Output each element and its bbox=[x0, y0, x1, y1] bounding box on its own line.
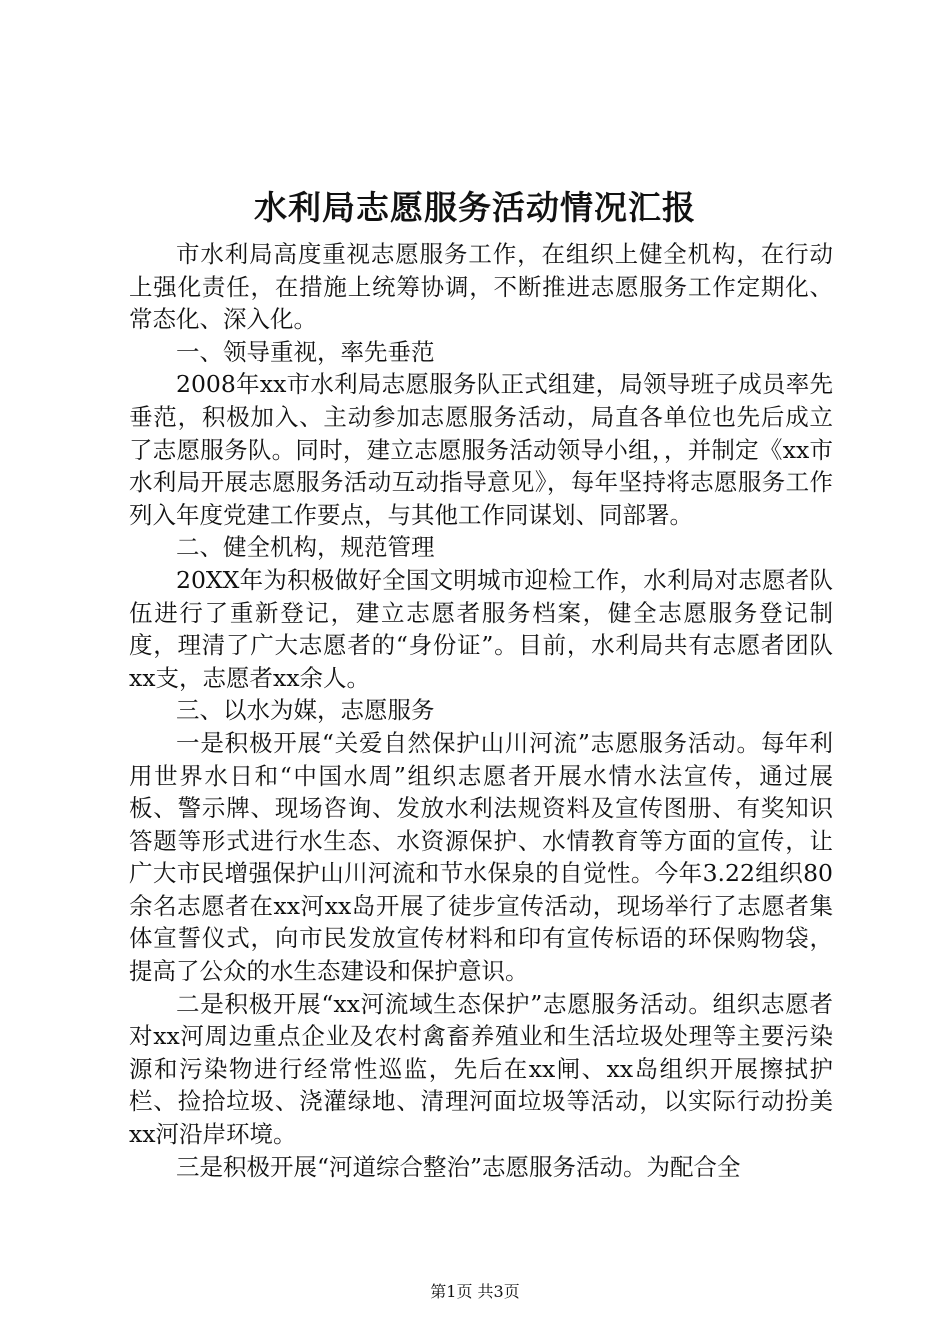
page-number-footer: 第1页 共3页 bbox=[430, 1282, 520, 1301]
document-body bbox=[129, 238, 833, 1183]
section-heading-1: 一、领导重视，率先垂范 bbox=[176, 337, 435, 366]
paragraph-intro: 市水利局高度重视志愿服务工作，在组织上健全机构，在行动上强化责任，在措施上统筹协调，不断推进志愿服务工作定期化、常态化、深入化。 bbox=[129, 240, 833, 334]
paragraph-section-1: 2008年xx市水利局志愿服务队正式组建，局领导班子成员率先垂范，积极加入、主动参加志愿服务活动，局直各单位也先后成立了志愿服务队。同时，建立志愿服务活动领导小组，，并制定《xx市水利局开展志愿服务活动互动指导意见》，每年坚持将志愿服务工作列入年度党建工作要点，与其他工作同谋划、同部署。 bbox=[129, 370, 833, 529]
paragraph-activity-3: 三是积极开展“河道综合整治”志愿服务活动。为配合全 bbox=[176, 1152, 741, 1181]
section-heading-2: 二、健全机构，规范管理 bbox=[176, 533, 435, 562]
paragraph-section-2: 20XX年为积极做好全国文明城市迎检工作，水利局对志愿者队伍进行了重新登记，建立志愿者服务档案，健全志愿服务登记制度，理清了广大志愿者的“身份证”。目前，水利局共有志愿者团队xx支，志愿者xx余人。 bbox=[129, 565, 833, 692]
paragraph-activity-1: 一是积极开展“关爱自然保护山川河流”志愿服务活动。每年利用世界水日和“中国水周”组织志愿者开展水情水法宣传，通过展板、警示牌、现场咨询、发放水利法规资料及宣传图册、有奖知识答题等形式进行水生态、水资源保护、水情教育等方面的宣传，让广大市民增强保护山川河流和节水保泉的自觉性。今年3.22组织80余名志愿者在xx河xx岛开展了徒步宣传活动，现场举行了志愿者集体宣誓仪式，向市民发放宣传材料和印有宣传标语的环保购物袋，提高了公众的水生态建设和保护意识。 bbox=[129, 728, 833, 986]
paragraph-activity-2: 二是积极开展“xx河流域生态保护”志愿服务活动。组织志愿者对xx河周边重点企业及农村禽畜养殖业和生活垃圾处理等主要污染源和污染物进行经常性巡监，先后在xx闸、xx岛组织开展擦拭护栏、捡拾垃圾、浇灌绿地、清理河面垃圾等活动，以实际行动扮美xx河沿岸环境。 bbox=[129, 989, 833, 1149]
document-title: 水利局志愿服务活动情况汇报 bbox=[254, 188, 696, 227]
section-heading-3: 三、以水为媒，志愿服务 bbox=[176, 696, 435, 725]
